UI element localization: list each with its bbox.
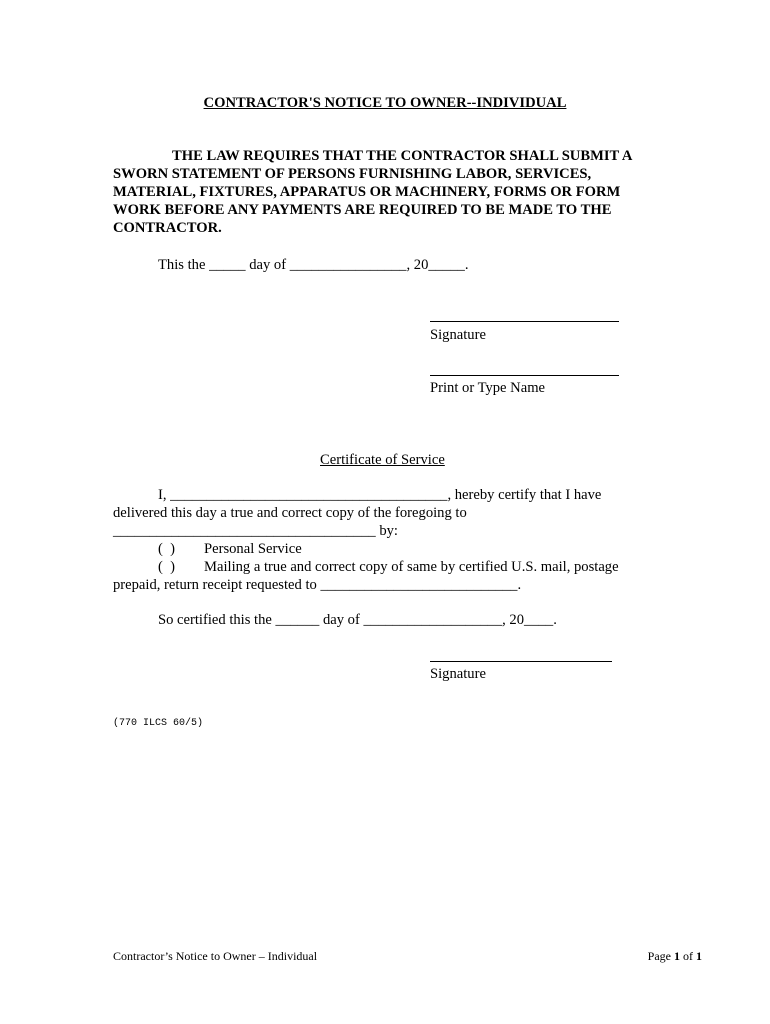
certificate-signature-rule [430, 661, 612, 662]
certify-line-1: I, ______________________________________, hereby certify that I have [158, 487, 602, 503]
law-notice-line-1: THE LAW REQUIRES THAT THE CONTRACTOR SHALL SUBMIT A [172, 148, 633, 164]
print-name-rule [430, 375, 619, 376]
date-line: This the _____ day of ________________, 20_____. [158, 257, 469, 273]
signature-rule [430, 321, 619, 322]
personal-service-checkbox[interactable]: ( ) [158, 541, 176, 557]
print-name-label: Print or Type Name [430, 380, 546, 396]
page-current: 1 [674, 949, 680, 963]
mail-service-continued: prepaid, return receipt requested to ___________________________. [113, 577, 522, 593]
law-notice-line-2: SWORN STATEMENT OF PERSONS FURNISHING LABOR, SERVICES, [113, 166, 592, 182]
footer-title: Contractor’s Notice to Owner – Individual [113, 949, 318, 963]
mail-service-label: Mailing a true and correct copy of same by certified U.S. mail, postage [204, 559, 619, 575]
statute-citation: (770 ILCS 60/5) [113, 718, 204, 729]
signature-label: Signature [430, 327, 486, 343]
page-number [648, 947, 702, 965]
personal-service-label: Personal Service [204, 541, 302, 557]
law-notice-line-3: MATERIAL, FIXTURES, APPARATUS OR MACHINERY, FORMS OR FORM [113, 184, 621, 200]
page-prefix: Page [647, 949, 674, 963]
certify-line-3: ____________________________________ by: [113, 523, 398, 539]
certify-line-2: delivered this day a true and correct copy of the foregoing to [113, 505, 467, 521]
page-of: of [680, 949, 696, 963]
certificate-signature-label: Signature [430, 666, 486, 682]
mail-service-checkbox[interactable]: ( ) [158, 559, 176, 575]
law-notice-line-5: CONTRACTOR. [113, 220, 222, 236]
certificate-heading: Certificate of Service [320, 452, 445, 468]
document-title: CONTRACTOR'S NOTICE TO OWNER--INDIVIDUAL [203, 95, 567, 111]
certified-date-line: So certified this the ______ day of ___________________, 20____. [158, 612, 557, 628]
law-notice-line-4: WORK BEFORE ANY PAYMENTS ARE REQUIRED TO BE MADE TO THE [113, 202, 612, 218]
page-total: 1 [696, 949, 702, 963]
